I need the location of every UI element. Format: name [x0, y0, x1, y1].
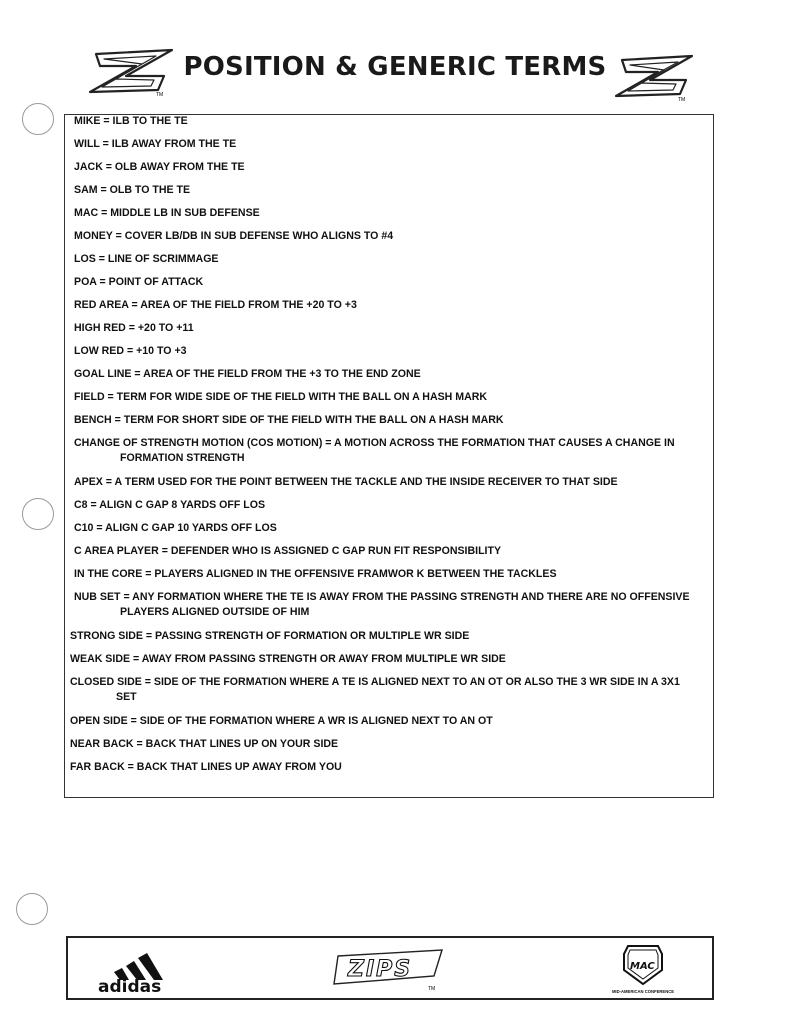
term-entry [74, 137, 236, 152]
adidas-wordmark: adidas [98, 977, 162, 994]
term-text: MAC = MIDDLE LB IN SUB DEFENSE [74, 207, 260, 219]
term-text: LOS = LINE OF SCRIMMAGE [74, 253, 219, 265]
term-entry [74, 590, 690, 620]
term-text: FAR BACK = BACK THAT LINES UP AWAY FROM YOU [70, 761, 342, 773]
term-text: WILL = ILB AWAY FROM THE TE [74, 138, 237, 150]
term-text: BENCH = TERM FOR SHORT SIDE OF THE FIELD WITH THE BALL ON A HASH MARK [74, 414, 504, 426]
zips-z-logo-left [86, 46, 178, 98]
term-entry [70, 652, 506, 667]
term-text: LOW RED = +10 TO +3 [74, 345, 187, 357]
tm-mark: TM [678, 97, 686, 102]
term-entry [74, 436, 675, 466]
term-text: JACK = OLB AWAY FROM THE TE [74, 161, 245, 173]
term-entry [74, 183, 190, 198]
term-text: C8 = ALIGN C GAP 8 YARDS OFF LOS [74, 499, 266, 511]
punch-hole-middle [22, 498, 54, 530]
term-text: MIKE = ILB TO THE TE [74, 115, 188, 127]
term-entry [74, 390, 487, 405]
term-text: POA = POINT OF ATTACK [74, 276, 204, 288]
term-text: STRONG SIDE = PASSING STRENGTH OF FORMATION OR MULTIPLE WR SIDE [70, 630, 470, 642]
term-entry [74, 114, 188, 129]
term-text: NEAR BACK = BACK THAT LINES UP ON YOUR SIDE [70, 738, 339, 750]
term-continuation: FORMATION STRENGTH [120, 452, 245, 464]
term-continuation: PLAYERS ALIGNED OUTSIDE OF HIM [120, 606, 310, 618]
zips-wordmark-logo [330, 946, 448, 992]
page-title: POSITION & GENERIC TERMS [183, 52, 607, 82]
term-text: C AREA PLAYER = DEFENDER WHO IS ASSIGNED C GAP RUN FIT RESPONSIBILITY [74, 545, 502, 557]
term-entry [70, 737, 338, 752]
term-entry [74, 475, 618, 490]
term-text: MONEY = COVER LB/DB IN SUB DEFENSE WHO ALIGNS TO #4 [74, 230, 394, 242]
tm-mark: TM [156, 92, 164, 98]
term-text: RED AREA = AREA OF THE FIELD FROM THE +20 TO +3 [74, 299, 357, 311]
term-entry [74, 298, 357, 313]
term-entry [74, 275, 203, 290]
term-entry [74, 521, 277, 536]
punch-hole-top [22, 103, 54, 135]
punch-hole-bottom [16, 893, 48, 925]
term-text: IN THE CORE = PLAYERS ALIGNED IN THE OFFENSIVE FRAMWOR K BETWEEN THE TACKLES [74, 568, 557, 580]
term-entry [70, 714, 493, 729]
term-text: SAM = OLB TO THE TE [74, 184, 191, 196]
term-entry [74, 498, 265, 513]
term-text: NUB SET = ANY FORMATION WHERE THE TE IS AWAY FROM THE PASSING STRENGTH AND THERE ARE NO OFFENSIVE [74, 591, 690, 603]
term-text: WEAK SIDE = AWAY FROM PASSING STRENGTH OR AWAY FROM MULTIPLE WR SIDE [70, 653, 506, 665]
term-entry [70, 760, 342, 775]
term-entry [74, 229, 393, 244]
mac-conference-text: MID-AMERICAN CONFERENCE [612, 989, 674, 994]
term-entry [74, 344, 187, 359]
term-entry [74, 252, 219, 267]
zips-z-logo-right [612, 52, 698, 102]
term-entry [74, 160, 245, 175]
mac-badge-text: MAC [630, 961, 655, 972]
mac-conference-logo [612, 942, 674, 996]
tm-mark: TM [428, 986, 436, 992]
term-continuation: SET [116, 691, 137, 703]
term-entry [74, 413, 504, 428]
term-text: FIELD = TERM FOR WIDE SIDE OF THE FIELD WITH THE BALL ON A HASH MARK [74, 391, 488, 403]
term-entry [74, 567, 557, 582]
term-entry [70, 629, 469, 644]
term-text: C10 = ALIGN C GAP 10 YARDS OFF LOS [74, 522, 277, 534]
term-text: HIGH RED = +20 TO +11 [74, 322, 194, 334]
term-entry [74, 544, 501, 559]
term-entry [74, 206, 260, 221]
zips-wordmark: ZIPS [348, 957, 413, 982]
term-text: OPEN SIDE = SIDE OF THE FORMATION WHERE A WR IS ALIGNED NEXT TO AN OT [70, 715, 493, 727]
term-text: GOAL LINE = AREA OF THE FIELD FROM THE +3 TO THE END ZONE [74, 368, 421, 380]
term-text: APEX = A TERM USED FOR THE POINT BETWEEN THE TACKLE AND THE INSIDE RECEIVER TO THAT SIDE [74, 476, 618, 488]
term-text: CLOSED SIDE = SIDE OF THE FORMATION WHERE A TE IS ALIGNED NEXT TO AN OT OR ALSO THE 3 WR SIDE IN A 3X1 [70, 676, 680, 688]
adidas-logo [96, 946, 188, 994]
term-entry [74, 321, 194, 336]
term-entry [70, 675, 680, 705]
term-text: CHANGE OF STRENGTH MOTION (COS MOTION) = A MOTION ACROSS THE FORMATION THAT CAUSES A CHANGE IN [74, 437, 675, 449]
term-entry [74, 367, 421, 382]
